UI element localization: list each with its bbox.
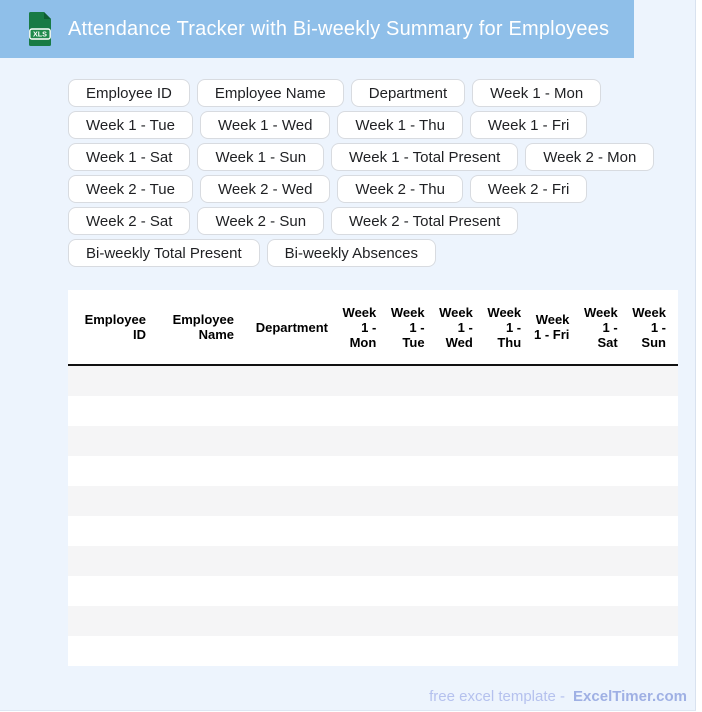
- table-row: [68, 396, 678, 426]
- column-chip[interactable]: Week 2 - Sun: [197, 207, 324, 235]
- table-column-header: Week 1 - Wed: [439, 304, 473, 350]
- column-chip[interactable]: Employee ID: [68, 79, 190, 107]
- table-column-header: Week 1 - Sun: [632, 304, 666, 350]
- column-chip[interactable]: Week 1 - Sun: [197, 143, 324, 171]
- table-body: [68, 366, 678, 666]
- column-chip[interactable]: Week 1 - Wed: [200, 111, 330, 139]
- table-header-row: [68, 290, 678, 366]
- table-row: [68, 426, 678, 456]
- table-column-header: Employee ID: [84, 312, 146, 342]
- column-chip[interactable]: Week 1 - Total Present: [331, 143, 518, 171]
- table-column-header: Week 1 - Tue: [390, 304, 425, 350]
- table-column-header: Week 1 - Fri: [534, 312, 570, 342]
- page-title: Attendance Tracker with Bi-weekly Summary for Employees: [68, 17, 610, 40]
- footer-brand-link[interactable]: ExcelTimer.com: [573, 688, 687, 705]
- column-chip[interactable]: Week 1 - Tue: [68, 111, 193, 139]
- column-chip[interactable]: Bi-weekly Absences: [267, 239, 436, 267]
- attendance-table: [68, 290, 678, 666]
- column-chip[interactable]: Bi-weekly Total Present: [68, 239, 260, 267]
- table-row: [68, 486, 678, 516]
- footer-credit: [0, 688, 695, 705]
- column-chip[interactable]: Week 2 - Fri: [470, 175, 587, 203]
- table-row: [68, 456, 678, 486]
- table-column-header: Employee Name: [172, 312, 234, 342]
- column-chip[interactable]: Week 2 - Thu: [337, 175, 463, 203]
- table-column-header: Department: [255, 319, 328, 335]
- column-chip[interactable]: Week 2 - Mon: [525, 143, 654, 171]
- column-chip-list: [68, 79, 690, 267]
- footer-text: free excel template -: [429, 688, 566, 705]
- table-column-header: Week 1 - Mon: [342, 304, 377, 350]
- column-chip[interactable]: Department: [351, 79, 465, 107]
- table-row: [68, 516, 678, 546]
- xls-icon-label: XLS: [33, 29, 47, 39]
- table-row: [68, 366, 678, 396]
- app-header: [0, 0, 634, 58]
- column-chip[interactable]: Week 1 - Mon: [472, 79, 601, 107]
- table-column-header: Week 1 - Sat: [583, 304, 618, 350]
- table-row: [68, 546, 678, 576]
- column-chip[interactable]: Week 2 - Wed: [200, 175, 330, 203]
- table-row: [68, 636, 678, 666]
- column-chip[interactable]: Employee Name: [197, 79, 344, 107]
- table-column-header: Week 1 - Thu: [487, 304, 522, 350]
- column-chip[interactable]: Week 2 - Total Present: [331, 207, 518, 235]
- column-chip[interactable]: Week 1 - Thu: [337, 111, 463, 139]
- column-chip[interactable]: Week 1 - Fri: [470, 111, 587, 139]
- column-chip[interactable]: Week 2 - Tue: [68, 175, 193, 203]
- column-chip[interactable]: Week 2 - Sat: [68, 207, 190, 235]
- table-row: [68, 576, 678, 606]
- table-row: [68, 606, 678, 636]
- column-chip[interactable]: Week 1 - Sat: [68, 143, 190, 171]
- xls-file-icon: [29, 12, 51, 46]
